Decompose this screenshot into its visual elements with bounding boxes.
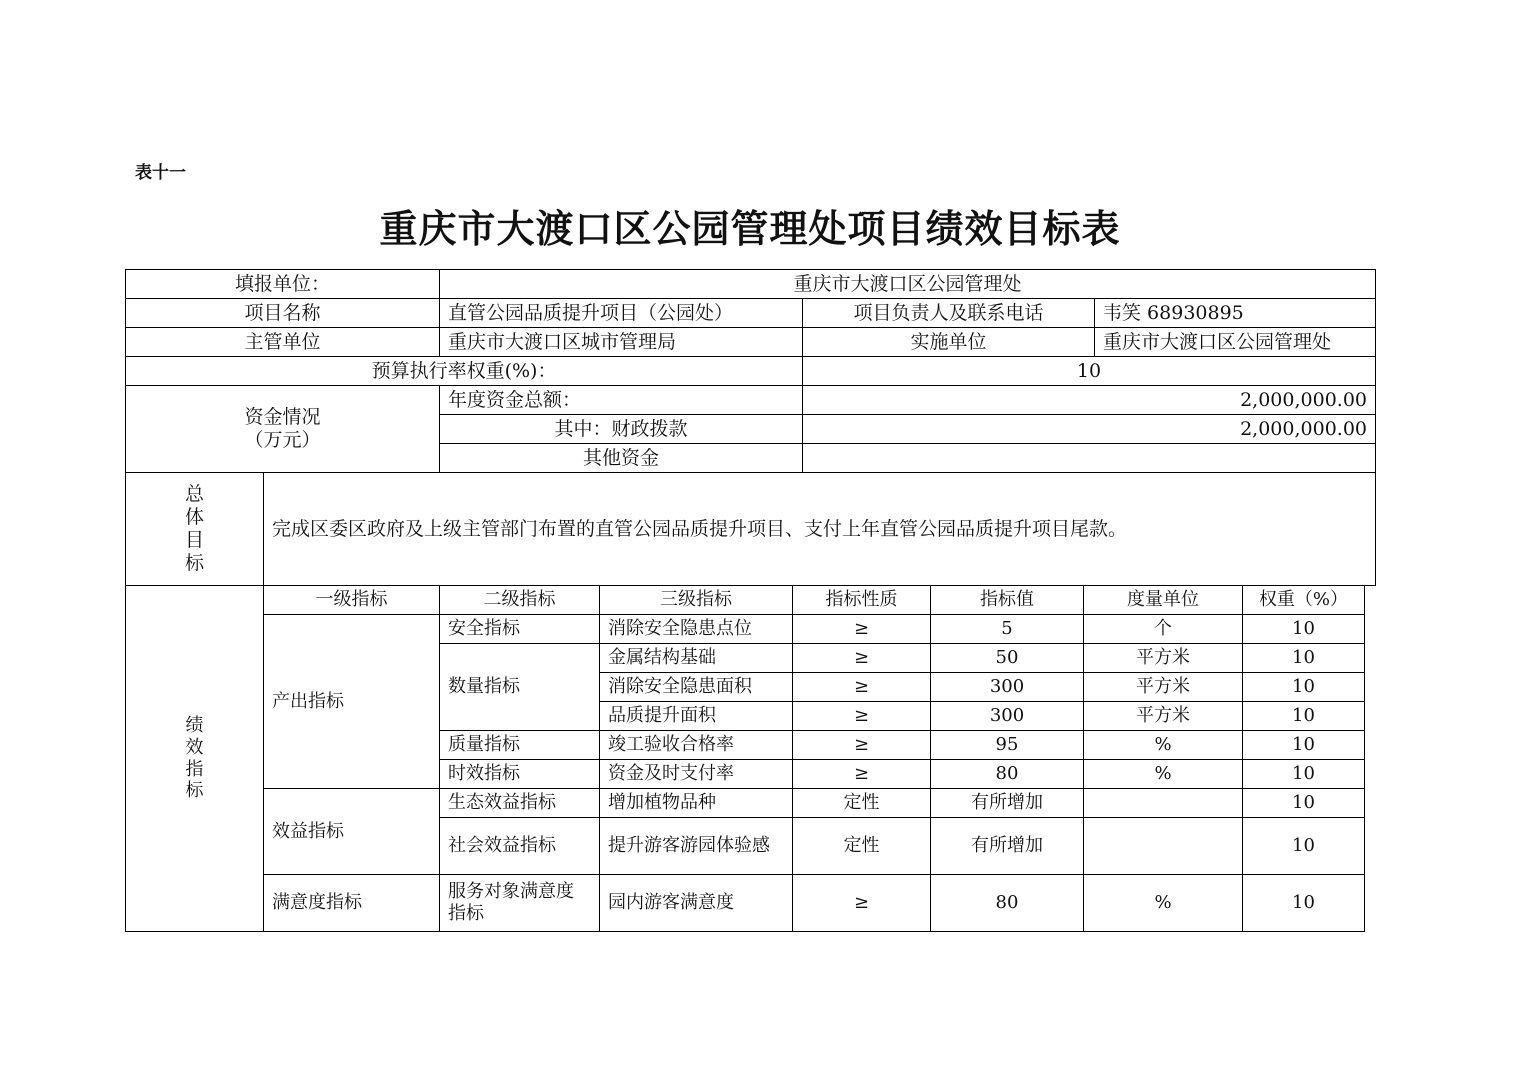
value-cell: 80 [931, 760, 1084, 789]
weight-cell: 10 [1243, 731, 1365, 760]
level2-timeliness: 时效指标 [440, 760, 600, 789]
nature-cell: ≥ [793, 644, 931, 673]
column-header: 指标性质 [793, 586, 931, 615]
unit-cell [1084, 789, 1243, 818]
unit-cell: % [1084, 760, 1243, 789]
nature-cell: ≥ [793, 875, 931, 932]
indicator-header-row [126, 586, 1365, 615]
level2-service: 服务对象满意度指标 [440, 875, 600, 932]
weight-cell: 10 [1243, 875, 1365, 932]
level1-satisfaction: 满意度指标 [264, 875, 440, 932]
level1-output: 产出指标 [264, 615, 440, 789]
project-name-label: 项目名称 [126, 299, 440, 328]
fill-unit-value: 重庆市大渡口区公园管理处 [440, 270, 1376, 299]
unit-cell: 平方米 [1084, 702, 1243, 731]
overall-goal-text: 完成区委区政府及上级主管部门布置的直管公园品质提升项目、支付上年直管公园品质提升项目尾款。 [264, 473, 1376, 586]
level2-eco: 生态效益指标 [440, 789, 600, 818]
weight-cell: 10 [1243, 615, 1365, 644]
goal-label-char: 目 [184, 529, 204, 551]
funds-label-line2: （万元） [244, 429, 321, 451]
nature-cell: ≥ [793, 673, 931, 702]
budget-weight-row [126, 357, 1376, 386]
nature-cell: ≥ [793, 615, 931, 644]
supervisor-label: 主管单位 [126, 328, 440, 357]
level2-social: 社会效益指标 [440, 818, 600, 875]
annual-total-label: 年度资金总额： [440, 386, 803, 415]
weight-cell: 10 [1243, 702, 1365, 731]
performance-side-label [126, 586, 264, 932]
annual-funds-row [126, 386, 1376, 415]
overall-goal-label [126, 473, 264, 586]
column-header: 权重（%） [1243, 586, 1365, 615]
weight-cell: 10 [1243, 789, 1365, 818]
nature-cell: ≥ [793, 760, 931, 789]
column-header: 一级指标 [264, 586, 440, 615]
implementer-label: 实施单位 [803, 328, 1095, 357]
weight-cell: 10 [1243, 644, 1365, 673]
project-name-value: 直管公园品质提升项目（公园处） [440, 299, 803, 328]
level2-quantity: 数量指标 [440, 644, 600, 731]
unit-cell: 平方米 [1084, 673, 1243, 702]
level3-cell: 金属结构基础 [600, 644, 793, 673]
supervisor-value: 重庆市大渡口区城市管理局 [440, 328, 803, 357]
annual-total-value: 2,000,000.00 [803, 386, 1376, 415]
unit-cell: 平方米 [1084, 644, 1243, 673]
funds-label-line1: 资金情况 [244, 406, 321, 429]
table-number-tag: 表十一 [135, 163, 186, 183]
fiscal-funds-label: 其中：财政拨款 [440, 415, 803, 444]
level3-cell: 消除安全隐患点位 [600, 615, 793, 644]
funds-label [126, 386, 440, 473]
fill-unit-label: 填报单位： [126, 270, 440, 299]
table-row [126, 789, 1365, 818]
value-cell: 5 [931, 615, 1084, 644]
implementer-value: 重庆市大渡口区公园管理处 [1095, 328, 1376, 357]
weight-cell: 10 [1243, 818, 1365, 875]
column-header: 指标值 [931, 586, 1084, 615]
value-cell: 50 [931, 644, 1084, 673]
level1-benefit: 效益指标 [264, 789, 440, 875]
goal-label-char: 标 [184, 551, 204, 574]
weight-cell: 10 [1243, 673, 1365, 702]
column-header: 二级指标 [440, 586, 600, 615]
project-leader-value: 韦笑 68930895 [1095, 299, 1376, 328]
fiscal-funds-value: 2,000,000.00 [803, 415, 1376, 444]
side-label-char: 指 [185, 758, 204, 780]
project-info-table [125, 269, 1376, 586]
side-label-char: 绩 [185, 715, 204, 737]
side-label-char: 效 [185, 736, 204, 758]
level3-cell: 竣工验收合格率 [600, 731, 793, 760]
nature-cell: 定性 [793, 818, 931, 875]
value-cell: 80 [931, 875, 1084, 932]
level2-quality: 质量指标 [440, 731, 600, 760]
goal-label-char: 总 [184, 483, 204, 506]
unit-cell [1084, 818, 1243, 875]
level3-cell: 园内游客满意度 [600, 875, 793, 932]
project-name-row [126, 299, 1376, 328]
page-title: 重庆市大渡口区公园管理处项目绩效目标表 [379, 206, 1121, 251]
unit-cell: % [1084, 875, 1243, 932]
budget-weight-label: 预算执行率权重(%)： [126, 357, 803, 386]
value-cell: 95 [931, 731, 1084, 760]
level3-cell: 提升游客游园体验感 [600, 818, 793, 875]
fill-unit-row [126, 270, 1376, 299]
value-cell: 300 [931, 702, 1084, 731]
supervisor-row [126, 328, 1376, 357]
value-cell: 有所增加 [931, 818, 1084, 875]
unit-cell: % [1084, 731, 1243, 760]
table-row [126, 615, 1365, 644]
goal-label-char: 体 [184, 506, 204, 529]
level3-cell: 增加植物品种 [600, 789, 793, 818]
level3-cell: 品质提升面积 [600, 702, 793, 731]
nature-cell: 定性 [793, 789, 931, 818]
level3-cell: 消除安全隐患面积 [600, 673, 793, 702]
column-header: 三级指标 [600, 586, 793, 615]
level3-cell: 资金及时支付率 [600, 760, 793, 789]
other-funds-value [803, 444, 1376, 473]
column-header: 度量单位 [1084, 586, 1243, 615]
level2-safety: 安全指标 [440, 615, 600, 644]
overall-goal-row [126, 473, 1376, 586]
nature-cell: ≥ [793, 731, 931, 760]
value-cell: 有所增加 [931, 789, 1084, 818]
performance-indicator-table [125, 586, 1365, 932]
side-label-char: 标 [185, 780, 204, 802]
unit-cell: 个 [1084, 615, 1243, 644]
other-funds-label: 其他资金 [440, 444, 803, 473]
table-row [126, 875, 1365, 932]
project-leader-label: 项目负责人及联系电话 [803, 299, 1095, 328]
budget-weight-value: 10 [803, 357, 1376, 386]
nature-cell: ≥ [793, 702, 931, 731]
value-cell: 300 [931, 673, 1084, 702]
weight-cell: 10 [1243, 760, 1365, 789]
